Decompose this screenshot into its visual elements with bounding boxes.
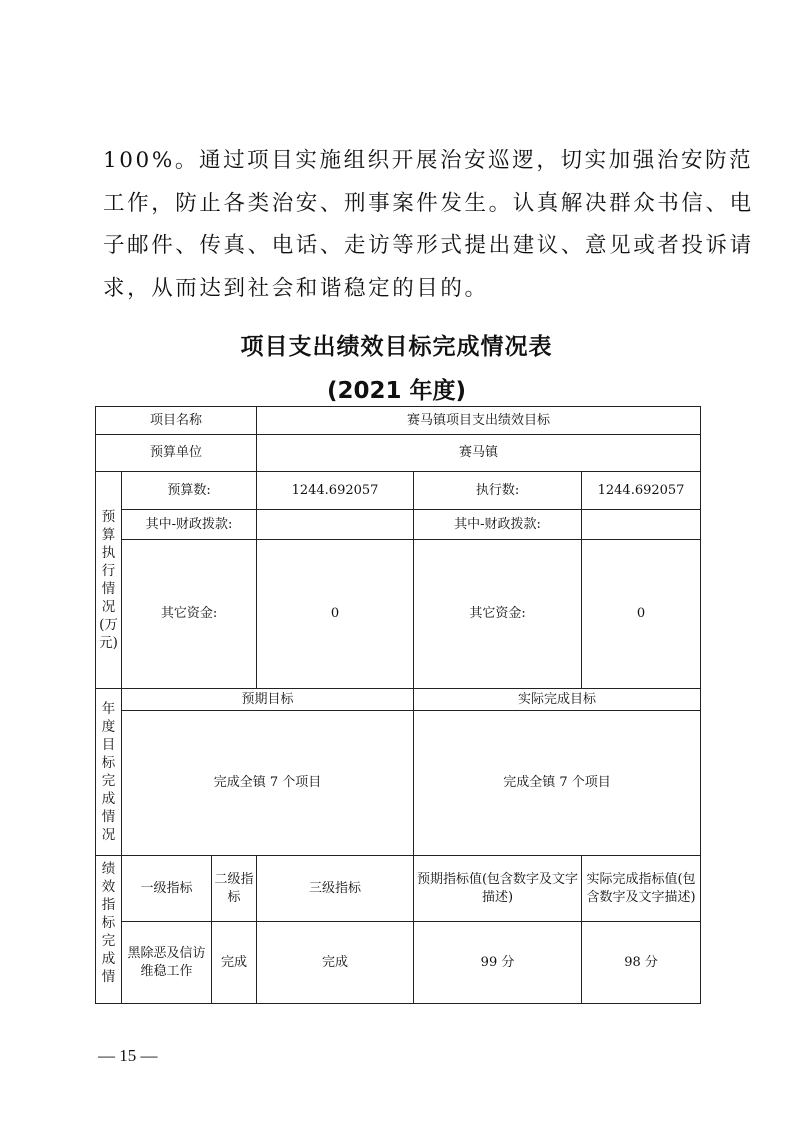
- other-funds-label: 其它资金:: [122, 540, 257, 689]
- table-title: 项目支出绩效目标完成情况表: [240, 334, 553, 360]
- table-row: [96, 922, 701, 1004]
- actual-indicator-value-header: 实际完成指标值(包含数字及文字描述): [582, 856, 701, 922]
- actual-goal-header: 实际完成目标: [414, 689, 701, 711]
- fiscal-allocation-value: [582, 510, 701, 540]
- budget-execution-section-label: 预 算 执 行 情 况 (万 元): [96, 472, 122, 689]
- fiscal-allocation-label: 其中-财政拨款:: [122, 510, 257, 540]
- table-row: [96, 540, 701, 689]
- indicator-section-label: 绩 效 指 标 完 成 情: [96, 856, 122, 1004]
- budget-amount-label: 预算数:: [122, 472, 257, 510]
- other-funds-label: 其它资金:: [414, 540, 582, 689]
- level2-indicator-cell: 完成: [212, 922, 257, 1004]
- paragraph-line: 求，从而达到社会和谐稳定的目的。: [103, 275, 489, 301]
- table-row: [96, 689, 701, 711]
- table-row: [96, 435, 701, 472]
- table-row: [96, 407, 701, 435]
- executed-amount-label: 执行数:: [414, 472, 582, 510]
- paragraph-line: 100%。通过项目实施组织开展治安巡逻，切实加强治安防范: [103, 148, 754, 173]
- project-name-label: 项目名称: [96, 407, 257, 435]
- expected-goal-value: 完成全镇 7 个项目: [122, 711, 414, 856]
- annual-goal-section-label: 年 度 目 标 完 成 情 况: [96, 689, 122, 856]
- level3-indicator-cell: 完成: [257, 922, 414, 1004]
- other-funds-value: 0: [257, 540, 414, 689]
- expected-indicator-value-header: 预期指标值(包含数字及文字描述): [414, 856, 582, 922]
- project-name-value: 赛马镇项目支出绩效目标: [257, 407, 701, 435]
- level1-indicator-cell: 黑除恶及信访维稳工作: [122, 922, 212, 1004]
- budget-amount-value: 1244.692057: [257, 472, 414, 510]
- performance-table: [95, 406, 701, 1004]
- executed-amount-value: 1244.692057: [582, 472, 701, 510]
- table-subtitle: (2021 年度): [326, 378, 467, 404]
- budget-unit-label: 预算单位: [96, 435, 257, 472]
- table-row: [96, 856, 701, 922]
- body-paragraph: [103, 140, 754, 310]
- fiscal-allocation-value: [257, 510, 414, 540]
- paragraph-line: 子邮件、传真、电话、走访等形式提出建议、意见或者投诉请: [103, 233, 754, 258]
- table-row: [96, 711, 701, 856]
- actual-goal-value: 完成全镇 7 个项目: [414, 711, 701, 856]
- actual-indicator-value-cell: 98 分: [582, 922, 701, 1004]
- expected-indicator-value-cell: 99 分: [414, 922, 582, 1004]
- expected-goal-header: 预期目标: [122, 689, 414, 711]
- other-funds-value: 0: [582, 540, 701, 689]
- table-row: [96, 472, 701, 510]
- paragraph-line: 工作，防止各类治安、刑事案件发生。认真解决群众书信、电: [103, 190, 754, 216]
- level3-indicator-header: 三级指标: [257, 856, 414, 922]
- level1-indicator-header: 一级指标: [122, 856, 212, 922]
- budget-unit-value: 赛马镇: [257, 435, 701, 472]
- page-number: — 15 —: [98, 1046, 158, 1065]
- fiscal-allocation-label: 其中-财政拨款:: [414, 510, 582, 540]
- level2-indicator-header: 二级指标: [212, 856, 257, 922]
- table-row: [96, 510, 701, 540]
